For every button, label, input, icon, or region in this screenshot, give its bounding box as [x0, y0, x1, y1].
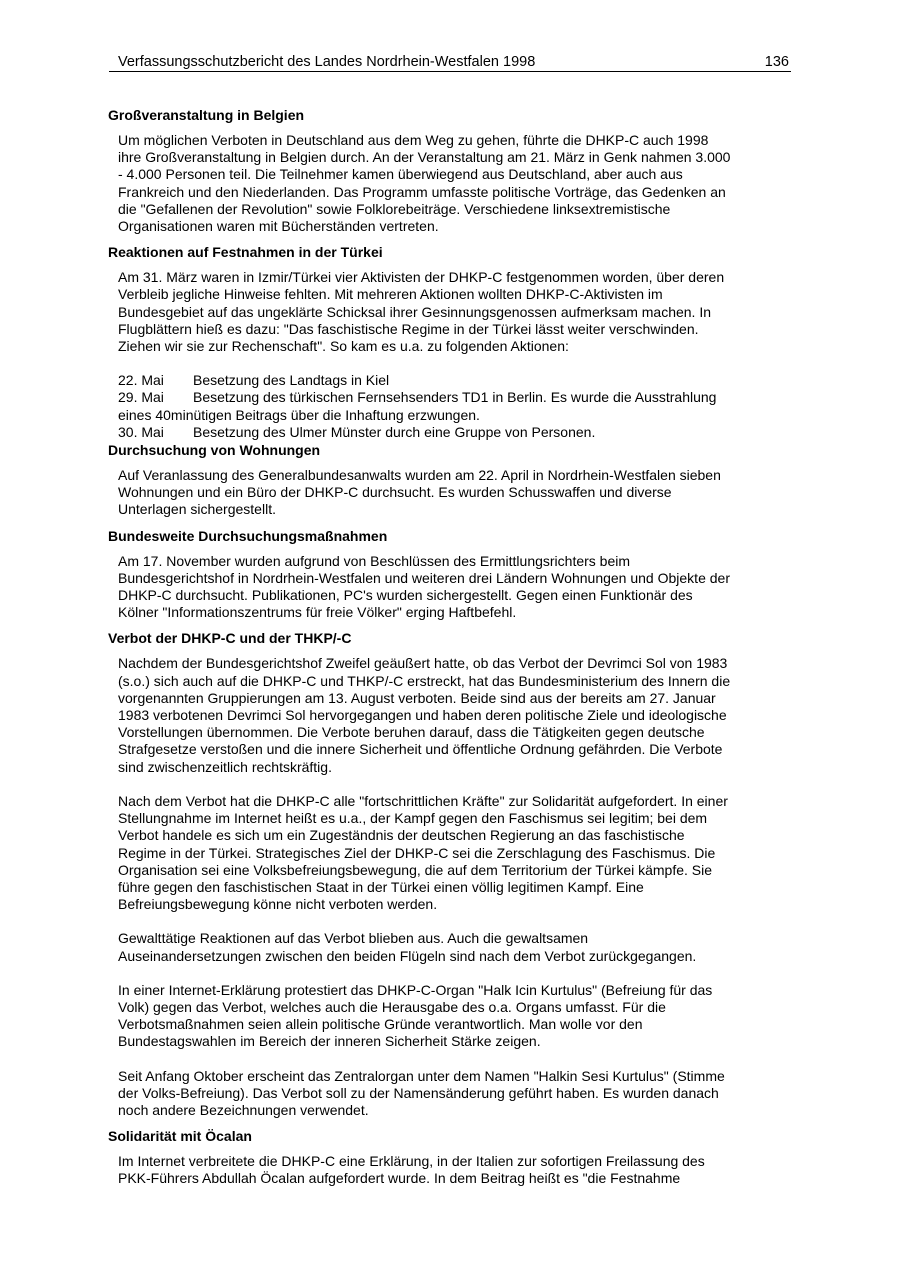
section-grossveranstaltung — [108, 106, 798, 235]
event-text: Besetzung des türkischen Fernsehsenders TD1 in Berlin. Es wurde die Ausstrahlung — [193, 389, 717, 406]
event-item — [118, 372, 798, 389]
section-verbot — [108, 629, 798, 1119]
page-header — [109, 50, 791, 72]
section-heading: Verbot der DHKP-C und der THKP/-C — [108, 630, 352, 647]
event-date: 30. Mai — [118, 423, 164, 440]
section-paragraph: Um möglichen Verboten in Deutschland aus dem Weg zu gehen, führte die DHKP-C auch 1998 ihre Großveranstaltung in Belgien durch. An der Veranstaltung am 21. März in Genk nahmen 3.000 - 4.000 Personen teil. Die Teilnehmer kamen überwiegend aus Deutschland, aber auch aus Frankreich und den Niederlanden. Das Programm umfasste politische Vorträge, das Gedenken an die "Gefallenen der Revolution" sowie Folklorebeiträge. Verschiedene linksextremistische Organisationen waren mit Bücherständen vertreten. — [118, 132, 731, 235]
section-durchsuchung — [108, 441, 798, 519]
section-paragraph: Gewalttätige Reaktionen auf das Verbot blieben aus. Auch die gewaltsamen Auseinandersetzungen zwischen den beiden Flügeln sind nach dem Verbot zurückgegangen. — [118, 930, 697, 964]
section-paragraph: Auf Veranlassung des Generalbundesanwalts wurden am 22. April in Nordrhein-Westfalen sieben Wohnungen und ein Büro der DHKP-C durchsucht. Es wurden Schusswaffen und diverse Unterlagen sichergestellt. — [118, 467, 721, 518]
section-heading: Großveranstaltung in Belgien — [108, 107, 305, 123]
event-date: 22. Mai — [118, 372, 164, 389]
event-item — [118, 424, 798, 441]
header-title: Verfassungsschutzbericht des Landes Nordrhein-Westfalen 1998 — [118, 54, 536, 70]
section-paragraph: Nachdem der Bundesgerichtshof Zweifel geäußert hatte, ob das Verbot der Devrimci Sol von 1983 (s.o.) sich auch auf die DHKP-C und THKP/-C erstreckt, hat das Bundesministerium des Innern die vorgenannten Gruppierungen am 13. August verboten. Beide sind aus der bereits am 27. Januar 1983 verbotenen Devrimci Sol hervorgegangen und haben deren politische Ziele und ideologische Vorstellungen übernommen. Die Verbote beruhen darauf, dass die Tätigkeiten gegen deutsche Strafgesetze verstoßen und die innere Sicherheit und öffentliche Ordnung gefährden. Die Verbote sind zwischenzeitlich rechtskräftig. — [118, 655, 731, 775]
event-item — [118, 389, 798, 423]
page-number: 136 — [764, 54, 789, 70]
section-reaktionen — [108, 243, 798, 441]
section-paragraph: Nach dem Verbot hat die DHKP-C alle "fortschrittlichen Kräfte" zur Solidarität aufgefordert. In einer Stellungnahme im Internet heißt es u.a., der Kampf gegen den Faschismus sei legitim; bei dem Verbot handele es sich um ein Zugeständnis der deutschen Regierung an das faschistische Regime in der Türkei. Strategisches Ziel der DHKP-C sei die Zerschlagung des Faschismus. Die Organisation sei eine Volksbefreiungsbewegung, die auf dem Territorium der Türkei kämpfe. Sie führe gegen den faschistischen Staat in der Türkei einen völlig legitimen Kampf. Eine Befreiungsbewegung könne nicht verboten werden. — [118, 792, 728, 913]
event-text-continued: eines 40minütigen Beitrags über die Inhaftung erzwungen. — [118, 406, 480, 423]
section-paragraph: Im Internet verbreitete die DHKP-C eine Erklärung, in der Italien zur sofortigen Freilassung des PKK-Führers Abdullah Öcalan aufgefordert wurde. In dem Beitrag heißt es "die Festnahme — [118, 1153, 705, 1187]
section-heading: Durchsuchung von Wohnungen — [108, 442, 321, 459]
section-bundesweite — [108, 527, 798, 622]
event-text: Besetzung des Landtags in Kiel — [193, 372, 390, 389]
section-solidaritaet — [108, 1127, 798, 1187]
section-paragraph: Seit Anfang Oktober erscheint das Zentralorgan unter dem Namen "Halkin Sesi Kurtulus" (Stimme der Volks-Befreiung). Das Verbot soll zu der Namensänderung geführt haben. Es wurden danach noch andere Bezeichnungen verwendet. — [118, 1067, 725, 1118]
event-text: Besetzung des Ulmer Münster durch eine Gruppe von Personen. — [193, 423, 596, 440]
section-paragraph: Am 17. November wurden aufgrund von Beschlüssen des Ermittlungsrichters beim Bundesgerichtshof in Nordrhein-Westfalen und weiteren drei Ländern Wohnungen und Objekte der DHKP-C durchsucht. Publikationen, PC's wurden sichergestellt. Gegen einen Funktionär des Kölner "Informationszentrums für freie Völker" erging Haftbefehl. — [118, 552, 730, 621]
event-date: 29. Mai — [118, 389, 164, 406]
section-paragraph: In einer Internet-Erklärung protestiert das DHKP-C-Organ "Halk Icin Kurtulus" (Befreiung für das Volk) gegen das Verbot, welches auch die Herausgabe des o.a. Organs umfasst. Für die Verbotsmaßnahmen seien allein politische Gründe verantwortlich. Man wolle vor den Bundestagswahlen im Bereich der inneren Sicherheit Stärke zeigen. — [118, 981, 713, 1050]
section-heading: Reaktionen auf Festnahmen in der Türkei — [108, 244, 383, 261]
section-paragraph: Am 31. März waren in Izmir/Türkei vier Aktivisten der DHKP-C festgenommen worden, über deren Verbleib jegliche Hinweise fehlten. Mit mehreren Aktionen wollten DHKP-C-Aktivisten im Bundesgebiet auf das ungeklärte Schicksal ihrer Gesinnungsgenossen aufmerksam machen. In Flugblättern hieß es dazu: "Das faschistische Regime in der Türkei lässt weiter verschwinden. Ziehen wir sie zur Rechenschaft". So kam es u.a. zu folgenden Aktionen: — [118, 269, 725, 355]
section-heading: Solidarität mit Öcalan — [108, 1128, 252, 1145]
document-body — [108, 106, 798, 1196]
section-heading: Bundesweite Durchsuchungsmaßnahmen — [108, 527, 388, 544]
event-list — [108, 372, 798, 441]
